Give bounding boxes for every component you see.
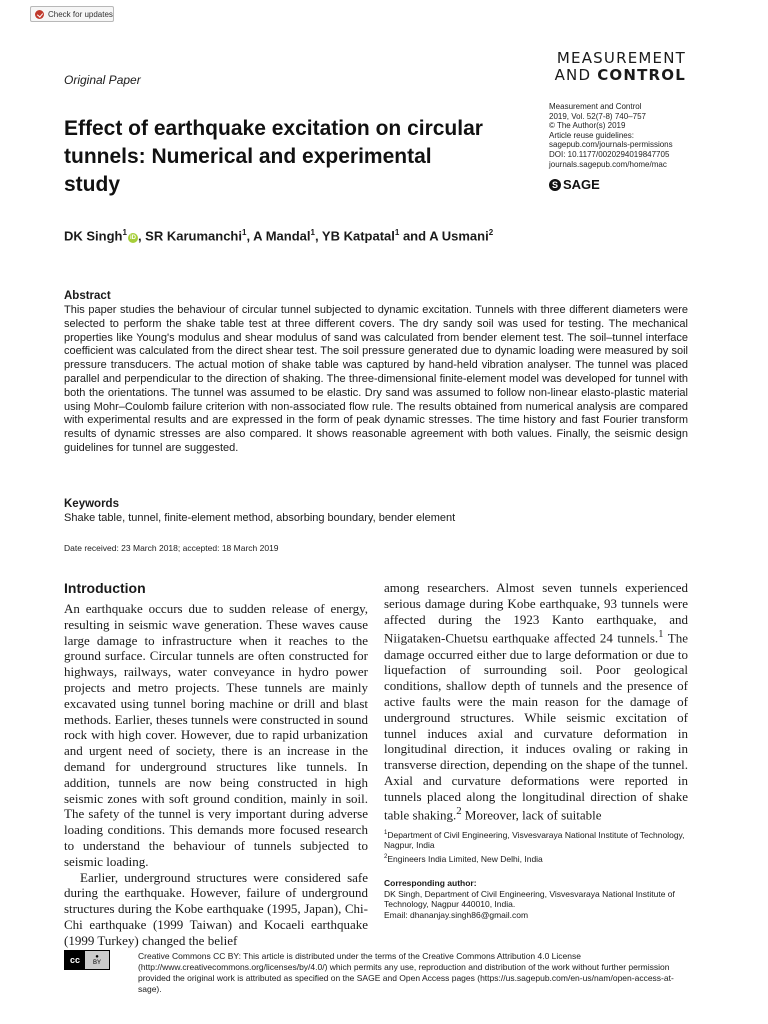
body-column-right bbox=[384, 580, 688, 824]
corresponding-heading: Corresponding author: bbox=[384, 878, 477, 888]
intro-paragraph-3: among researchers. Almost seven tunnels experienced serious damage during Kobe earthquake, 93 tunnels were affected during the 1923 Kanto earthquake, and Niigataken-Chuetsu earthquake affected 24 tunnels.$^1$ The damage occurred either due to large deformation or due to liquefaction of surrounding soil. Poor geological conditions, shallow depth of tunnels and the presence of active faults were the main reason for the damage of underground structures. While seismic excitation of tunnel induces axial and curvature deformation in longitudinal direction, it induces ovaling or raking in transverse direction, depending on the shape of the tunnel. Axial and curvature deformations were reported in tunnels placed along the longitudinal direction of shake table shaking.$^2$ Moreover, lack of suitable bbox=[384, 580, 688, 823]
abstract-section bbox=[64, 290, 688, 456]
abstract-heading: Abstract bbox=[64, 290, 111, 302]
corresponding-author bbox=[384, 878, 688, 920]
license-paragraph: Creative Commons CC BY: This article is distributed under the terms of the Creative Commons Attribution 4.0 License (http://www.creativecommons.org/licenses/by/4.0/) which permits any use, reproduction and distribution of the work without further permission provided the original work is attributed as specified on the SAGE and Open Access pages (https://us.sagepub.com/en-us/nam/open-access-at-sage). bbox=[138, 951, 674, 994]
author-5: and A Usmani bbox=[399, 228, 489, 244]
license-text bbox=[64, 951, 688, 995]
reuse-link[interactable]: sagepub.com/journals-permissions bbox=[549, 140, 673, 150]
author-list: DK Singh$^1$iD , SR Karumanchi$^1$, A Mandal$^1$, YB Katpatal$^1$ and A Usmani$^2$ bbox=[64, 228, 494, 244]
reuse-label: Article reuse guidelines: bbox=[549, 130, 634, 140]
citation-1[interactable]: 1 bbox=[658, 628, 664, 641]
journal-home-link[interactable]: journals.sagepub.com/home/mac bbox=[549, 159, 667, 169]
person-icon: ● bbox=[95, 954, 99, 960]
cc-mark: cc bbox=[65, 951, 85, 969]
dates-line: Date received: 23 March 2018; accepted: 18 March 2019 bbox=[64, 543, 279, 553]
check-icon bbox=[35, 10, 44, 19]
journal-name: Measurement and Control bbox=[549, 102, 642, 111]
sage-logo bbox=[549, 177, 600, 192]
paper-title: Effect of earthquake excitation on circular tunnels: Numerical and experimental study bbox=[64, 117, 483, 196]
paper-type: Original Paper bbox=[64, 73, 141, 87]
author-2: , SR Karumanchi bbox=[137, 228, 242, 244]
author-3: , A Mandal bbox=[246, 228, 311, 244]
introduction-heading: Introduction bbox=[64, 580, 146, 596]
sage-label: SAGE bbox=[563, 177, 600, 192]
by-mark: ● BY bbox=[85, 951, 109, 969]
body-column-left bbox=[64, 580, 368, 949]
copyright: © The Author(s) 2019 bbox=[549, 121, 626, 131]
journal-metadata bbox=[549, 102, 749, 169]
keywords-text: Shake table, tunnel, finite-element method, absorbing boundary, bender element bbox=[64, 512, 456, 524]
author-4: , YB Katpatal bbox=[314, 228, 395, 244]
check-for-updates-badge[interactable] bbox=[30, 6, 114, 22]
author-1[interactable]: DK Singh bbox=[64, 228, 123, 244]
orcid-icon[interactable]: iD bbox=[129, 235, 136, 242]
doi[interactable]: DOI: 10.1177/0020294019847705 bbox=[549, 149, 670, 159]
keywords-section bbox=[64, 498, 688, 524]
affiliation-2: $^2$Engineers India Limited, New Delhi, India bbox=[384, 853, 543, 864]
corresponding-email[interactable]: Email: dhananjay.singh86@gmail.com bbox=[384, 909, 529, 920]
intro-paragraph-2: Earlier, underground structures were considered safe during the earthquake. However, failure of underground structures during the Kobe earthquake (1995, Japan), Chi-Chi earthquake (1999 Taiwan) and Kocaeli earthquake (1999 Turkey) changed the belief bbox=[64, 869, 368, 948]
affiliation-1: $^1$Department of Civil Engineering, Visvesvaraya National Institute of Technology, Nagpur, India bbox=[384, 829, 685, 851]
keywords-heading: Keywords bbox=[64, 498, 119, 510]
citation-2[interactable]: 2 bbox=[456, 805, 462, 818]
intro-paragraph-1: An earthquake occurs due to sudden release of energy, resulting in seismic wave generation. These waves cause large damage to infrastructure when it reaches to the ground surface. Circular tunnels are often constructed for highways, railways, water conveyance in hydro power projects and metro projects. These tunnels are mainly excavated using tunnel boring machine or drill and blast methods. Earlier, theses tunnels were constructed in sound rock with high cover. However, due to rapid urbanization and urgent need of society, there is an increase in the demand for underground structures like tunnels. In addition, tunnels are now being constructed in high seismic zones with soft ground condition, mainly in soil. The safety of the tunnel is very important during adverse loading conditions. This demands more focused research to understand the behaviour of tunnels subjected to seismic loading. bbox=[64, 601, 368, 869]
abstract-text: This paper studies the behaviour of circular tunnel subjected to dynamic excitation. Tunnels with three different diameters were selected to perform the shake table test at three different covers. The dry sandy soil was used for testing. The mechanical properties like Young's modulus and shear modulus of sand was calculated from bender element test. The soil–tunnel interface coefficient was calculated from the direct shear test. The soil pressure generated due to dynamic loading were measured by soil pressure transducers. The actual motion of shake table was captured by hand-held vibration analyser. The tunnel was placed parallel and perpendicular to the direction of shaking. The three-dimensional finite-element model was developed for tunnel with both the orientations. The tunnel was assumed to be elastic. Dry sand was assumed to follow non-linear elasto-plastic material using Mohr–Coulomb failure criterion with non-associated flow rule. The results obtained from numerical analysis are compared with experimental results and are expressed in the form of peak dynamic stresses. The time history and fast Fourier transform results of dynamic stresses are also compared. It shows reasonable agreement with both values. Finally, the seismic design guidelines for tunnel are suggested. bbox=[64, 304, 688, 454]
check-for-updates-label: Check for updates bbox=[48, 9, 113, 19]
journal-logo bbox=[555, 50, 686, 84]
affiliations bbox=[384, 828, 688, 865]
issue-info: 2019, Vol. 52(7-8) 740–757 bbox=[549, 111, 646, 121]
corresponding-details: DK Singh, Department of Civil Engineering, Visvesvaraya National Institute of Technology, Nagpur 440010, India. bbox=[384, 888, 675, 909]
journal-logo-line1: MEASUREMENT bbox=[556, 49, 686, 67]
journal-logo-line2: AND CONTROL bbox=[554, 66, 686, 84]
sage-icon: S bbox=[549, 179, 561, 191]
